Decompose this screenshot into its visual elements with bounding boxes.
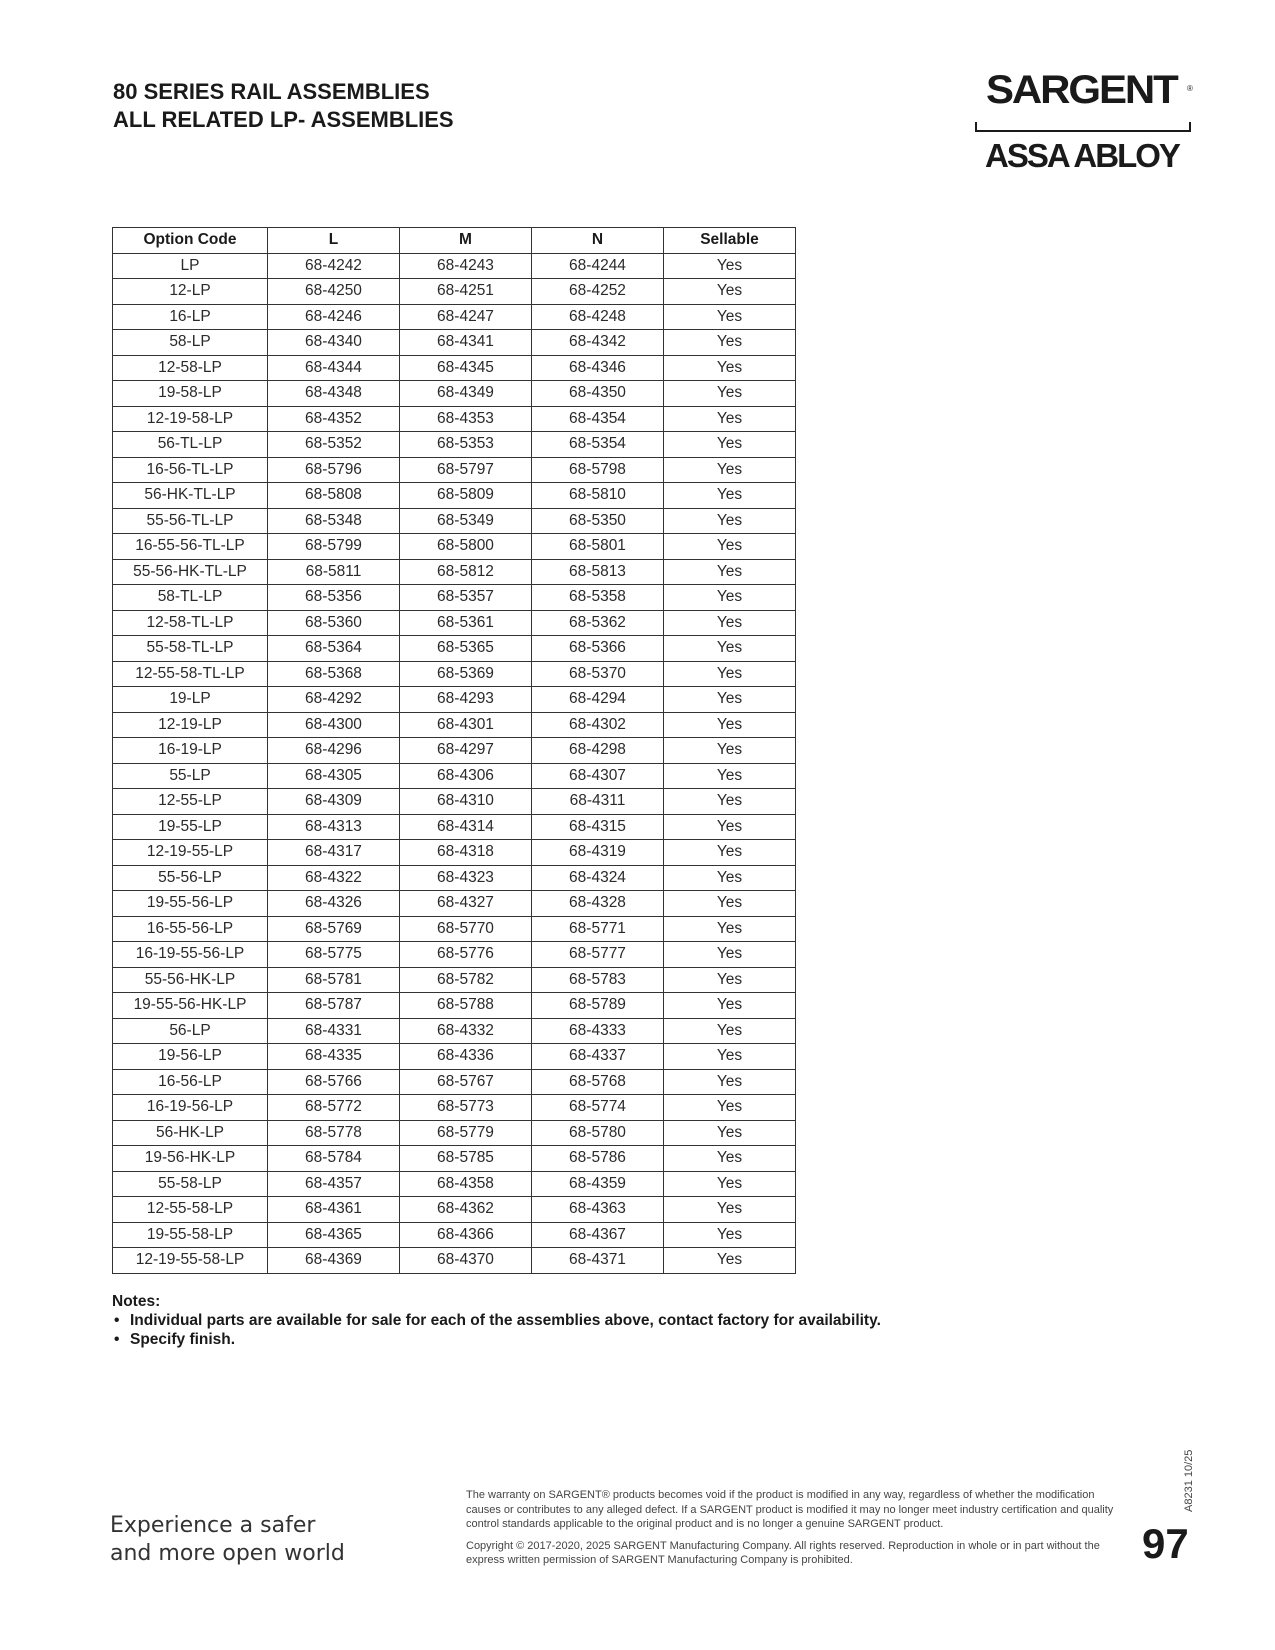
table-cell: Yes <box>664 840 796 866</box>
table-cell: Yes <box>664 865 796 891</box>
table-cell: Yes <box>664 1095 796 1121</box>
table-cell: 68-4340 <box>268 330 400 356</box>
table-cell: 68-5810 <box>532 483 664 509</box>
table-row <box>113 891 796 917</box>
table-cell: 68-4318 <box>400 840 532 866</box>
table-cell: 68-5348 <box>268 508 400 534</box>
table-cell: Yes <box>664 279 796 305</box>
table-row <box>113 559 796 585</box>
table-cell: 68-4367 <box>532 1222 664 1248</box>
table-cell: Yes <box>664 253 796 279</box>
table-row <box>113 330 796 356</box>
table-cell: 68-4337 <box>532 1044 664 1070</box>
table-row <box>113 763 796 789</box>
table-cell: 68-4248 <box>532 304 664 330</box>
table-cell: Yes <box>664 814 796 840</box>
table-cell: 68-4301 <box>400 712 532 738</box>
table-cell: 16-19-56-LP <box>113 1095 268 1121</box>
table-cell: 68-5364 <box>268 636 400 662</box>
notes-heading: Notes: <box>112 1293 161 1310</box>
table-cell: 68-4306 <box>400 763 532 789</box>
table-row <box>113 1146 796 1172</box>
table-cell: 68-4342 <box>532 330 664 356</box>
table-cell: 58-TL-LP <box>113 585 268 611</box>
table-cell: 16-19-LP <box>113 738 268 764</box>
table-row <box>113 661 796 687</box>
table-cell: 68-4346 <box>532 355 664 381</box>
table-cell: Yes <box>664 789 796 815</box>
table-cell: 55-56-TL-LP <box>113 508 268 534</box>
table-cell: 68-4244 <box>532 253 664 279</box>
table-cell: 19-55-LP <box>113 814 268 840</box>
table-cell: 68-4305 <box>268 763 400 789</box>
column-header: Sellable <box>664 228 796 254</box>
table-cell: 68-5774 <box>532 1095 664 1121</box>
table-cell: 56-HK-LP <box>113 1120 268 1146</box>
title-line-2: ALL RELATED LP- ASSEMBLIES <box>113 107 454 132</box>
table-cell: 68-4294 <box>532 687 664 713</box>
table-cell: 68-5785 <box>400 1146 532 1172</box>
table-header-row <box>113 228 796 254</box>
tagline <box>110 1512 345 1568</box>
table-cell: 16-56-TL-LP <box>113 457 268 483</box>
table-cell: Yes <box>664 1171 796 1197</box>
tagline-line-2: and more open world <box>110 1541 345 1566</box>
logo-brand: SARGENT <box>986 68 1177 112</box>
table-cell: Yes <box>664 1222 796 1248</box>
table-cell: 12-58-LP <box>113 355 268 381</box>
table-row <box>113 840 796 866</box>
table-row <box>113 814 796 840</box>
table-cell: 68-5773 <box>400 1095 532 1121</box>
table-cell: 68-4348 <box>268 381 400 407</box>
table-row <box>113 253 796 279</box>
table-cell: 68-4307 <box>532 763 664 789</box>
table-cell: Yes <box>664 355 796 381</box>
table-cell: 16-55-56-TL-LP <box>113 534 268 560</box>
column-header: L <box>268 228 400 254</box>
table-cell: 56-LP <box>113 1018 268 1044</box>
table-row <box>113 279 796 305</box>
table-cell: 68-4298 <box>532 738 664 764</box>
table-cell: 68-5783 <box>532 967 664 993</box>
table-cell: 12-58-TL-LP <box>113 610 268 636</box>
table-cell: 68-4319 <box>532 840 664 866</box>
table-cell: 68-5780 <box>532 1120 664 1146</box>
column-header: N <box>532 228 664 254</box>
table-cell: 68-4300 <box>268 712 400 738</box>
table-cell: 68-4335 <box>268 1044 400 1070</box>
table-row <box>113 687 796 713</box>
table-cell: 68-5812 <box>400 559 532 585</box>
table-row <box>113 1171 796 1197</box>
table-cell: 19-55-58-LP <box>113 1222 268 1248</box>
table-cell: 68-5799 <box>268 534 400 560</box>
table-cell: 68-4323 <box>400 865 532 891</box>
table-cell: 68-4333 <box>532 1018 664 1044</box>
document-code: A8231 10/25 <box>1183 1449 1195 1512</box>
table-row <box>113 1095 796 1121</box>
table-cell: Yes <box>664 585 796 611</box>
table-cell: 68-4246 <box>268 304 400 330</box>
table-row <box>113 738 796 764</box>
table-cell: 55-56-LP <box>113 865 268 891</box>
table-row <box>113 304 796 330</box>
table-row <box>113 967 796 993</box>
table-cell: 16-19-55-56-LP <box>113 942 268 968</box>
table-cell: 68-5798 <box>532 457 664 483</box>
table-row <box>113 381 796 407</box>
table-cell: 68-4292 <box>268 687 400 713</box>
table-cell: 68-5369 <box>400 661 532 687</box>
table-cell: 16-LP <box>113 304 268 330</box>
table-cell: 68-5357 <box>400 585 532 611</box>
table-cell: Yes <box>664 406 796 432</box>
note-item: • Individual parts are available for sale for each of the assemblies above, contact factory for availability. <box>112 1311 881 1330</box>
table-cell: 12-19-55-58-LP <box>113 1248 268 1274</box>
table-row <box>113 534 796 560</box>
table-cell: 68-4250 <box>268 279 400 305</box>
table-cell: Yes <box>664 534 796 560</box>
table-cell: Yes <box>664 712 796 738</box>
logo-divider <box>975 122 1191 132</box>
table-cell: 68-5354 <box>532 432 664 458</box>
table-cell: 68-5787 <box>268 993 400 1019</box>
table-cell: 56-TL-LP <box>113 432 268 458</box>
table-row <box>113 483 796 509</box>
table-row <box>113 432 796 458</box>
table-cell: 68-4361 <box>268 1197 400 1223</box>
table-cell: 55-56-HK-LP <box>113 967 268 993</box>
table-cell: 19-56-HK-LP <box>113 1146 268 1172</box>
title-line-1: 80 SERIES RAIL ASSEMBLIES <box>113 79 430 104</box>
table-cell: 68-5356 <box>268 585 400 611</box>
table-cell: Yes <box>664 559 796 585</box>
table-row <box>113 1197 796 1223</box>
table-cell: 68-5797 <box>400 457 532 483</box>
table-cell: 68-5368 <box>268 661 400 687</box>
table-cell: 12-55-58-TL-LP <box>113 661 268 687</box>
table-cell: Yes <box>664 432 796 458</box>
warranty-text: The warranty on SARGENT® products becomes void if the product is modified in any way, regardless of whether the modification causes or contributes to any alleged defect. If a SARGENT product is modified it may no longer meet industry certification and quality control standards applicable to the original product and is no longer a genuine SARGENT product. <box>466 1489 1114 1530</box>
table-cell: 68-4331 <box>268 1018 400 1044</box>
table-cell: Yes <box>664 1069 796 1095</box>
table-row <box>113 712 796 738</box>
table-cell: 68-5350 <box>532 508 664 534</box>
table-cell: 68-5349 <box>400 508 532 534</box>
table-cell: Yes <box>664 610 796 636</box>
table-cell: 68-5786 <box>532 1146 664 1172</box>
table-cell: 68-5358 <box>532 585 664 611</box>
table-cell: 68-5784 <box>268 1146 400 1172</box>
table-cell: 68-5789 <box>532 993 664 1019</box>
table-cell: 56-HK-TL-LP <box>113 483 268 509</box>
column-header: M <box>400 228 532 254</box>
table-cell: 68-4324 <box>532 865 664 891</box>
table-cell: 68-4313 <box>268 814 400 840</box>
table-cell: 68-5361 <box>400 610 532 636</box>
table-row <box>113 355 796 381</box>
table-cell: Yes <box>664 381 796 407</box>
table-cell: Yes <box>664 304 796 330</box>
table-cell: 68-4311 <box>532 789 664 815</box>
table-cell: 16-55-56-LP <box>113 916 268 942</box>
table-row <box>113 457 796 483</box>
table-cell: 68-4362 <box>400 1197 532 1223</box>
table-cell: Yes <box>664 1197 796 1223</box>
table-cell: 68-4370 <box>400 1248 532 1274</box>
table-cell: 68-5770 <box>400 916 532 942</box>
table-cell: 12-19-55-LP <box>113 840 268 866</box>
table-cell: 68-5365 <box>400 636 532 662</box>
table-cell: Yes <box>664 891 796 917</box>
table-cell: 68-5776 <box>400 942 532 968</box>
note-item: • Specify finish. <box>112 1330 881 1349</box>
table-cell: Yes <box>664 1248 796 1274</box>
table-cell: 19-58-LP <box>113 381 268 407</box>
page-number: 97 <box>1142 1520 1189 1567</box>
table-row <box>113 1069 796 1095</box>
table-cell: 68-4371 <box>532 1248 664 1274</box>
table-row <box>113 636 796 662</box>
table-cell: Yes <box>664 1120 796 1146</box>
table-cell: 68-4310 <box>400 789 532 815</box>
table-cell: 12-LP <box>113 279 268 305</box>
table-cell: 68-5775 <box>268 942 400 968</box>
table-row <box>113 1120 796 1146</box>
table-cell: 12-55-LP <box>113 789 268 815</box>
table-row <box>113 1018 796 1044</box>
notes-section <box>112 1292 881 1349</box>
table-cell: 68-4317 <box>268 840 400 866</box>
table-cell: 68-5352 <box>268 432 400 458</box>
table-cell: Yes <box>664 942 796 968</box>
table-cell: 19-56-LP <box>113 1044 268 1070</box>
table-cell: 68-5771 <box>532 916 664 942</box>
assembly-table <box>112 227 796 1274</box>
table-cell: 68-4363 <box>532 1197 664 1223</box>
table-cell: 68-5370 <box>532 661 664 687</box>
table-cell: LP <box>113 253 268 279</box>
table-cell: 68-4315 <box>532 814 664 840</box>
table-cell: 68-5778 <box>268 1120 400 1146</box>
table-cell: 68-4336 <box>400 1044 532 1070</box>
table-cell: Yes <box>664 1018 796 1044</box>
table-cell: Yes <box>664 661 796 687</box>
table-cell: 68-4309 <box>268 789 400 815</box>
logo-parent: ASSA ABLOY <box>985 137 1179 174</box>
table-cell: 19-55-56-HK-LP <box>113 993 268 1019</box>
table-cell: 68-4243 <box>400 253 532 279</box>
table-cell: 68-4242 <box>268 253 400 279</box>
table-cell: 68-4322 <box>268 865 400 891</box>
table-row <box>113 585 796 611</box>
table-cell: 68-5800 <box>400 534 532 560</box>
logo-registered-mark: ® <box>1187 84 1193 93</box>
table-cell: 68-4302 <box>532 712 664 738</box>
table-cell: 55-58-LP <box>113 1171 268 1197</box>
table-cell: 68-5779 <box>400 1120 532 1146</box>
table-cell: 68-5768 <box>532 1069 664 1095</box>
table-cell: 68-4326 <box>268 891 400 917</box>
table-row <box>113 942 796 968</box>
table-cell: 68-5782 <box>400 967 532 993</box>
table-cell: Yes <box>664 1044 796 1070</box>
table-row <box>113 865 796 891</box>
table-cell: 55-58-TL-LP <box>113 636 268 662</box>
table-cell: Yes <box>664 636 796 662</box>
table-cell: 68-4252 <box>532 279 664 305</box>
table-cell: 68-5766 <box>268 1069 400 1095</box>
table-row <box>113 406 796 432</box>
table-cell: Yes <box>664 330 796 356</box>
table-cell: Yes <box>664 457 796 483</box>
table-row <box>113 1222 796 1248</box>
table-cell: 68-5811 <box>268 559 400 585</box>
table-cell: 55-LP <box>113 763 268 789</box>
table-cell: 68-4358 <box>400 1171 532 1197</box>
table-cell: Yes <box>664 687 796 713</box>
table-cell: 68-4297 <box>400 738 532 764</box>
table-cell: 68-4357 <box>268 1171 400 1197</box>
table-cell: 68-4352 <box>268 406 400 432</box>
table-cell: 16-56-LP <box>113 1069 268 1095</box>
table-cell: 68-5809 <box>400 483 532 509</box>
table-row <box>113 916 796 942</box>
table-row <box>113 789 796 815</box>
table-cell: 68-4366 <box>400 1222 532 1248</box>
copyright-text: Copyright © 2017-2020, 2025 SARGENT Manufacturing Company. All rights reserved. Reproduction in whole or in part without the express written permission of SARGENT Manufacturing Company is prohibited. <box>466 1539 1100 1566</box>
table-row <box>113 1044 796 1070</box>
table-cell: 68-5788 <box>400 993 532 1019</box>
table-row <box>113 1248 796 1274</box>
page-title <box>113 78 454 134</box>
table-cell: 58-LP <box>113 330 268 356</box>
table-row <box>113 508 796 534</box>
table-cell: 68-4354 <box>532 406 664 432</box>
table-cell: 19-LP <box>113 687 268 713</box>
table-cell: 68-5813 <box>532 559 664 585</box>
table-cell: 68-4314 <box>400 814 532 840</box>
table-cell: 68-4247 <box>400 304 532 330</box>
table-body <box>113 253 796 1273</box>
table-cell: 68-4365 <box>268 1222 400 1248</box>
table-cell: 68-4341 <box>400 330 532 356</box>
table-cell: 68-5366 <box>532 636 664 662</box>
table-cell: 68-4327 <box>400 891 532 917</box>
column-header: Option Code <box>113 228 268 254</box>
table-cell: 12-19-58-LP <box>113 406 268 432</box>
table-cell: 68-5796 <box>268 457 400 483</box>
table-cell: 68-4349 <box>400 381 532 407</box>
table-cell: Yes <box>664 483 796 509</box>
table-cell: 68-5360 <box>268 610 400 636</box>
table-cell: 68-5769 <box>268 916 400 942</box>
table-cell: 68-5362 <box>532 610 664 636</box>
table-cell: 68-5772 <box>268 1095 400 1121</box>
table-cell: Yes <box>664 508 796 534</box>
table-cell: 68-4350 <box>532 381 664 407</box>
table-cell: 68-4251 <box>400 279 532 305</box>
table-row <box>113 610 796 636</box>
table-cell: 68-5808 <box>268 483 400 509</box>
table-cell: 68-4344 <box>268 355 400 381</box>
table-cell: 12-19-LP <box>113 712 268 738</box>
table-cell: 68-4345 <box>400 355 532 381</box>
table-cell: 19-55-56-LP <box>113 891 268 917</box>
table-cell: 68-5801 <box>532 534 664 560</box>
tagline-line-1: Experience a safer <box>110 1513 316 1538</box>
table-cell: 68-4359 <box>532 1171 664 1197</box>
table-cell: 68-4332 <box>400 1018 532 1044</box>
table-cell: Yes <box>664 916 796 942</box>
table-cell: 68-4328 <box>532 891 664 917</box>
table-row <box>113 993 796 1019</box>
table-cell: Yes <box>664 738 796 764</box>
table-cell: Yes <box>664 993 796 1019</box>
table-cell: 12-55-58-LP <box>113 1197 268 1223</box>
table-cell: 55-56-HK-TL-LP <box>113 559 268 585</box>
table-cell: 68-4369 <box>268 1248 400 1274</box>
sargent-assa-abloy-logo <box>975 66 1200 176</box>
table-cell: 68-4293 <box>400 687 532 713</box>
table-cell: Yes <box>664 967 796 993</box>
table-cell: 68-4353 <box>400 406 532 432</box>
table-cell: Yes <box>664 1146 796 1172</box>
table-cell: 68-5767 <box>400 1069 532 1095</box>
table-cell: Yes <box>664 763 796 789</box>
table-cell: 68-5777 <box>532 942 664 968</box>
table-cell: 68-5353 <box>400 432 532 458</box>
table-cell: 68-5781 <box>268 967 400 993</box>
table-cell: 68-4296 <box>268 738 400 764</box>
legal-text <box>466 1488 1126 1575</box>
